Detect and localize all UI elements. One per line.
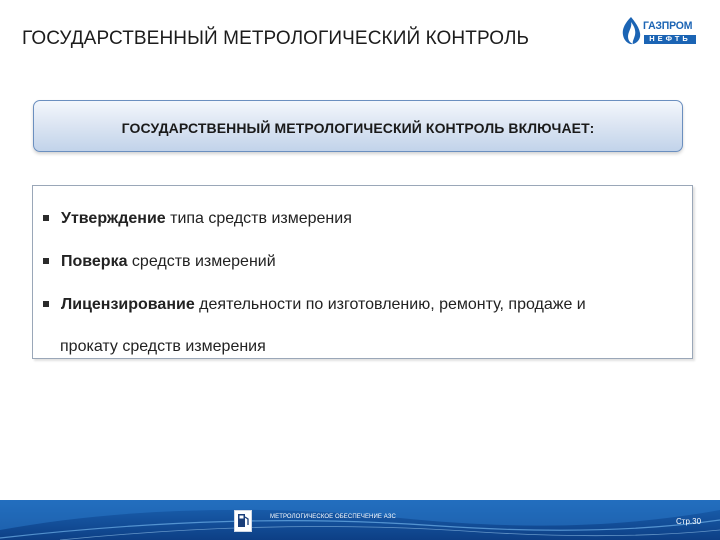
- footer-wave: [0, 500, 720, 540]
- item-text: деятельности по изготовлению, ремонту, продаже и: [194, 296, 586, 313]
- content-box: [32, 185, 693, 359]
- gazprom-flame-icon: [620, 16, 642, 46]
- logo-name: ГАЗПРОМ: [643, 20, 693, 32]
- section-banner: [33, 100, 683, 152]
- slide-title: ГОСУДАРСТВЕННЫЙ МЕТРОЛОГИЧЕСКИЙ КОНТРОЛЬ: [22, 28, 530, 49]
- gazprom-logo: [620, 14, 700, 52]
- bullet-icon: [43, 215, 49, 221]
- banner-text: ГОСУДАРСТВЕННЫЙ МЕТРОЛОГИЧЕСКИЙ КОНТРОЛЬ ВКЛЮЧАЕТ:: [121, 120, 595, 136]
- bullet-icon: [43, 258, 49, 264]
- item-bold: Утверждение: [61, 210, 166, 227]
- logo-sub-bar: [644, 35, 696, 44]
- item-bold: Лицензирование: [61, 296, 195, 313]
- item-text: средств измерений: [127, 253, 276, 270]
- page-number: Стр.30: [676, 517, 702, 526]
- footer-title: МЕТРОЛОГИЧЕСКОЕ ОБЕСПЕЧЕНИЕ АЗС: [270, 514, 396, 520]
- footer-bar: [0, 500, 720, 540]
- item-bold: Поверка: [61, 253, 128, 270]
- logo-sub: НЕФТЬ: [649, 34, 691, 43]
- fuel-pump-icon: [234, 510, 252, 532]
- list-item-continuation: прокату средств измерения: [60, 338, 266, 355]
- bullet-icon: [43, 301, 49, 307]
- item-text: типа средств измерения: [165, 210, 352, 227]
